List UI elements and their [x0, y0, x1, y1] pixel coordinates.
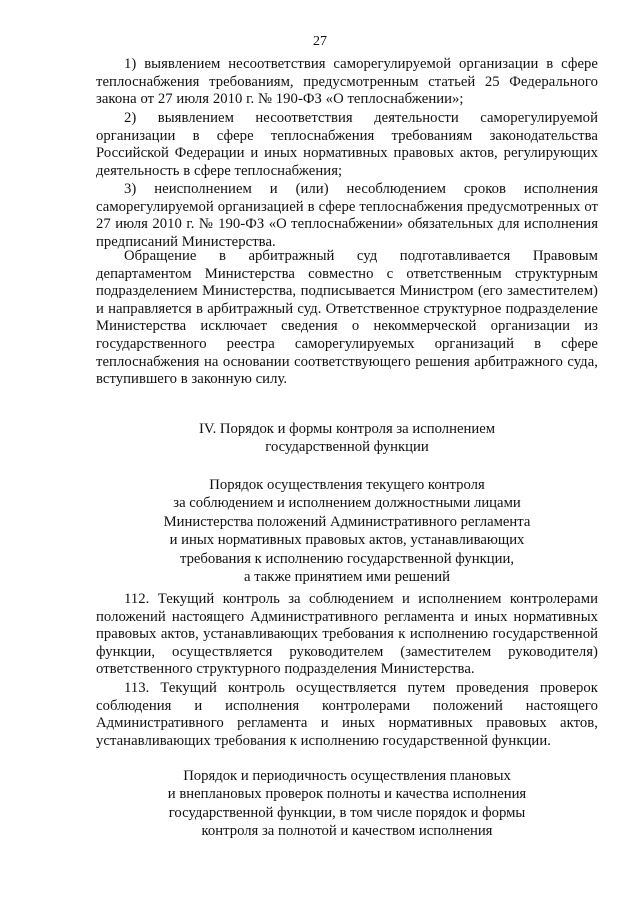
paragraph-112: 112. Текущий контроль за соблюдением и исполнением контролерами положений настоящего Административного регламента и иных нормативных правовых актов, устанавливающих требования к исполнению государственной функции, осуществляется руководителем (заместителем руководителя) ответственного структурного подразделения Министерства.	[96, 591, 598, 678]
section-heading: IV. Порядок и формы контроля за исполнением государственной функции	[198, 421, 496, 456]
page-number: 27	[313, 34, 327, 49]
subsection-heading-inspections: Порядок и периодичность осуществления плановых и внеплановых проверок полноты и качества исполнения государственной функции, в том числе порядок и формы контроля за полнотой и качеством исполнения	[167, 768, 527, 840]
paragraph-item-1: 1) выявлением несоответствия саморегулируемой организации в сфере теплоснабжения требованиям, предусмотренным статьей 25 Федерального закона от 27 июля 2010 г. № 190-ФЗ «О теплоснабжении»;	[96, 56, 598, 108]
subsection-heading-current-control: Порядок осуществления текущего контроля за соблюдением и исполнением должностными лицами Министерства положений Административного регламента и иных нормативных правовых актов, устанавливающих требования к исполнению государственной функции, а также принятием ими решений	[163, 477, 531, 586]
paragraph-court-appeal: Обращение в арбитражный суд подготавливается Правовым департаментом Министерства совместно с ответственным структурным подразделением Министерства, подписывается Министром (его заместителем) и направляется в арбитражный суд. Ответственное структурное подразделение Министерства исключает сведения о некоммерческой организации из государственного реестра саморегулируемых организаций в сфере теплоснабжения на основании соответствующего решения арбитражного суда, вступившего в законную силу.	[96, 248, 598, 388]
paragraph-113: 113. Текущий контроль осуществляется путем проведения проверок соблюдения и исполнения контролерами положений настоящего Административного регламента и иных нормативных правовых актов, устанавливающих требования к исполнению государственной функции.	[96, 680, 598, 749]
paragraph-item-2: 2) выявлением несоответствия деятельности саморегулируемой организации в сфере теплоснабжения требованиям законодательства Российской Федерации и иных нормативных правовых актов, регулирующих деятельность в сфере теплоснабжения;	[96, 110, 598, 179]
paragraph-item-3: 3) неисполнением и (или) несоблюдением сроков исполнения саморегулируемой организацией в сфере теплоснабжения предусмотренных от 27 июля 2010 г. № 190-ФЗ «О теплоснабжении» обязательных для исполнения предписаний Министерства.	[96, 181, 598, 250]
